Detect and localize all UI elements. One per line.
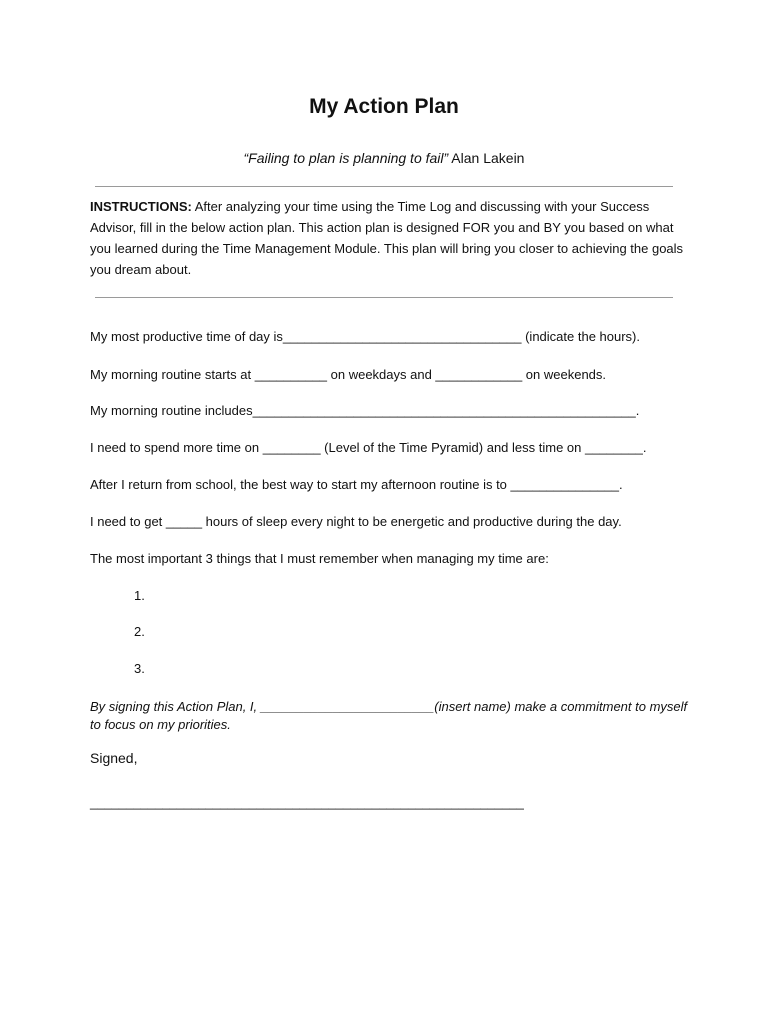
prompt-important-things: The most important 3 things that I must remember when managing my time are: (90, 551, 549, 566)
quote-author: Alan Lakein (448, 150, 525, 166)
signature-line: ____________________________________________________________ (90, 795, 524, 810)
instructions-label: INSTRUCTIONS: (90, 199, 192, 214)
prompt-time-pyramid: I need to spend more time on ________ (Level of the Time Pyramid) and less time on ________. (90, 440, 647, 455)
prompt-productive-time: My most productive time of day is_________________________________ (indicate the hours). (90, 329, 640, 344)
prompt-afternoon-routine: After I return from school, the best way to start my afternoon routine is to _______________. (90, 477, 623, 492)
prompt-morning-start: My morning routine starts at __________ on weekdays and ____________ on weekends. (90, 367, 607, 382)
quote-text: “Failing to plan is planning to fail” (243, 150, 449, 166)
prompt-morning-includes: My morning routine includes_____________________________________________________. (90, 403, 640, 418)
list-number-2: 2. (134, 624, 145, 639)
instructions-text: After analyzing your time using the Time Log and discussing with your Success Advisor, fill in the below action plan. This action plan is designed FOR you and BY you based on what you learned during the Time Management Module. This plan will bring you closer to achieving the goals you dream about. (90, 199, 684, 277)
signed-label: Signed, (90, 750, 138, 766)
divider-top (95, 186, 673, 187)
quote (0, 150, 768, 166)
page-title: My Action Plan (309, 95, 459, 118)
divider-bottom (95, 297, 673, 298)
instructions-block (90, 196, 690, 280)
list-number-1: 1. (134, 588, 145, 603)
prompt-sleep-hours: I need to get _____ hours of sleep every night to be energetic and productive during the day. (90, 514, 622, 529)
commitment-statement: By signing this Action Plan, I, ________________________(insert name) make a commitment to myself to focus on my priorities. (90, 699, 688, 732)
list-number-3: 3. (134, 661, 145, 676)
